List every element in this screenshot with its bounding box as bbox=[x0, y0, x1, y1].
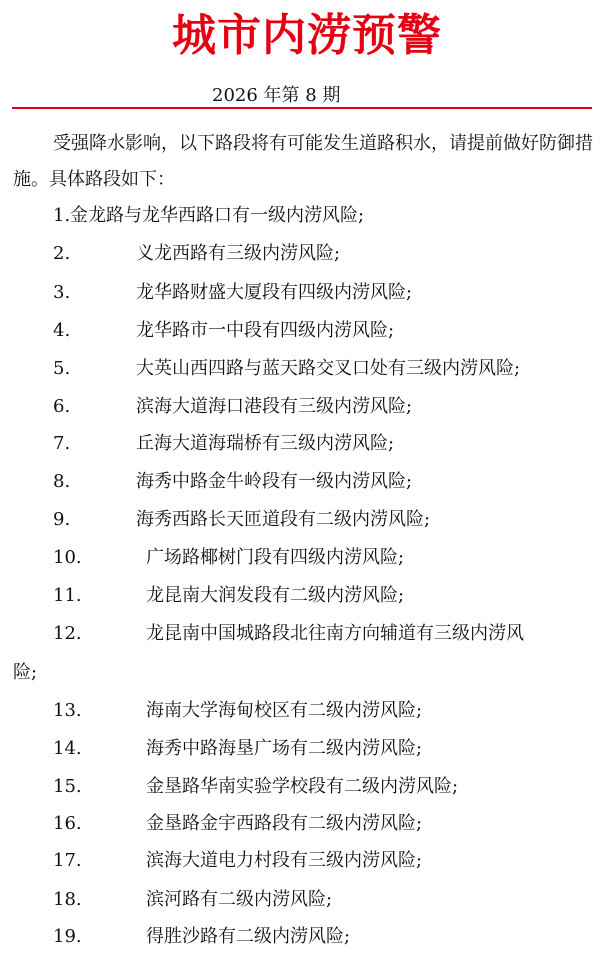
item-number: 18. bbox=[53, 889, 82, 910]
header-divider bbox=[12, 107, 592, 109]
item-text: 义龙西路有三级内涝风险; bbox=[136, 243, 341, 264]
item-text: 金龙路与龙华西路口有一级内涝风险; bbox=[70, 205, 365, 226]
item-number: 15. bbox=[53, 776, 82, 797]
item-text: 得胜沙路有二级内涝风险; bbox=[146, 926, 351, 947]
item-number: 14. bbox=[53, 738, 82, 759]
item-number: 3. bbox=[53, 282, 71, 303]
item-text: 大英山西四路与蓝天路交叉口处有三级内涝风险; bbox=[136, 358, 521, 379]
item-number: 6. bbox=[53, 396, 71, 417]
issue-number: 2026 年第 8 期 bbox=[212, 85, 341, 106]
item-number: 19. bbox=[53, 926, 82, 947]
item-number: 11. bbox=[53, 585, 82, 606]
item-text: 海南大学海甸校区有二级内涝风险; bbox=[146, 700, 423, 721]
item-text: 金垦路华南实验学校段有二级内涝风险; bbox=[146, 776, 459, 797]
item-number: 12. bbox=[53, 623, 82, 644]
item-text: 金垦路金宇西路段有二级内涝风险; bbox=[146, 813, 423, 834]
item-text: 龙昆南中国城路段北往南方向辅道有三级内涝风 bbox=[146, 623, 524, 644]
item-text: 龙昆南大润发段有二级内涝风险; bbox=[146, 585, 405, 606]
item-text: 滨河路有二级内涝风险; bbox=[146, 889, 333, 910]
item-number: 16. bbox=[53, 813, 82, 834]
item-text: 龙华路市一中段有四级内涝风险; bbox=[136, 320, 395, 341]
item-number: 7. bbox=[53, 433, 71, 454]
item-text: 海秀中路金牛岭段有一级内涝风险; bbox=[136, 471, 413, 492]
item-number: 9. bbox=[53, 509, 71, 530]
item-text: 广场路椰树门段有四级内涝风险; bbox=[146, 547, 405, 568]
item-number: 13. bbox=[53, 700, 82, 721]
item-text-continuation: 险; bbox=[13, 662, 38, 683]
intro-paragraph: 受强降水影响，以下路段将有可能发生道路积水，请提前做好防御措施。具体路段如下： bbox=[13, 133, 593, 190]
item-text: 龙华路财盛大厦段有四级内涝风险; bbox=[136, 282, 413, 303]
item-number: 10. bbox=[53, 547, 82, 568]
item-number: 4. bbox=[53, 320, 71, 341]
item-number: 8. bbox=[53, 471, 71, 492]
item-number: 1. bbox=[53, 205, 71, 226]
item-number: 17. bbox=[53, 850, 82, 871]
item-number: 5. bbox=[53, 358, 71, 379]
item-text: 海秀西路长天匝道段有二级内涝风险; bbox=[136, 509, 431, 530]
item-text: 海秀中路海垦广场有二级内涝风险; bbox=[146, 738, 423, 759]
item-text: 丘海大道海瑞桥有三级内涝风险; bbox=[136, 433, 395, 454]
bulletin-title: 城市内涝预警 bbox=[172, 10, 442, 61]
item-number: 2. bbox=[53, 243, 71, 264]
item-text: 滨海大道海口港段有三级内涝风险; bbox=[136, 396, 413, 417]
item-text: 滨海大道电力村段有三级内涝风险; bbox=[146, 850, 423, 871]
